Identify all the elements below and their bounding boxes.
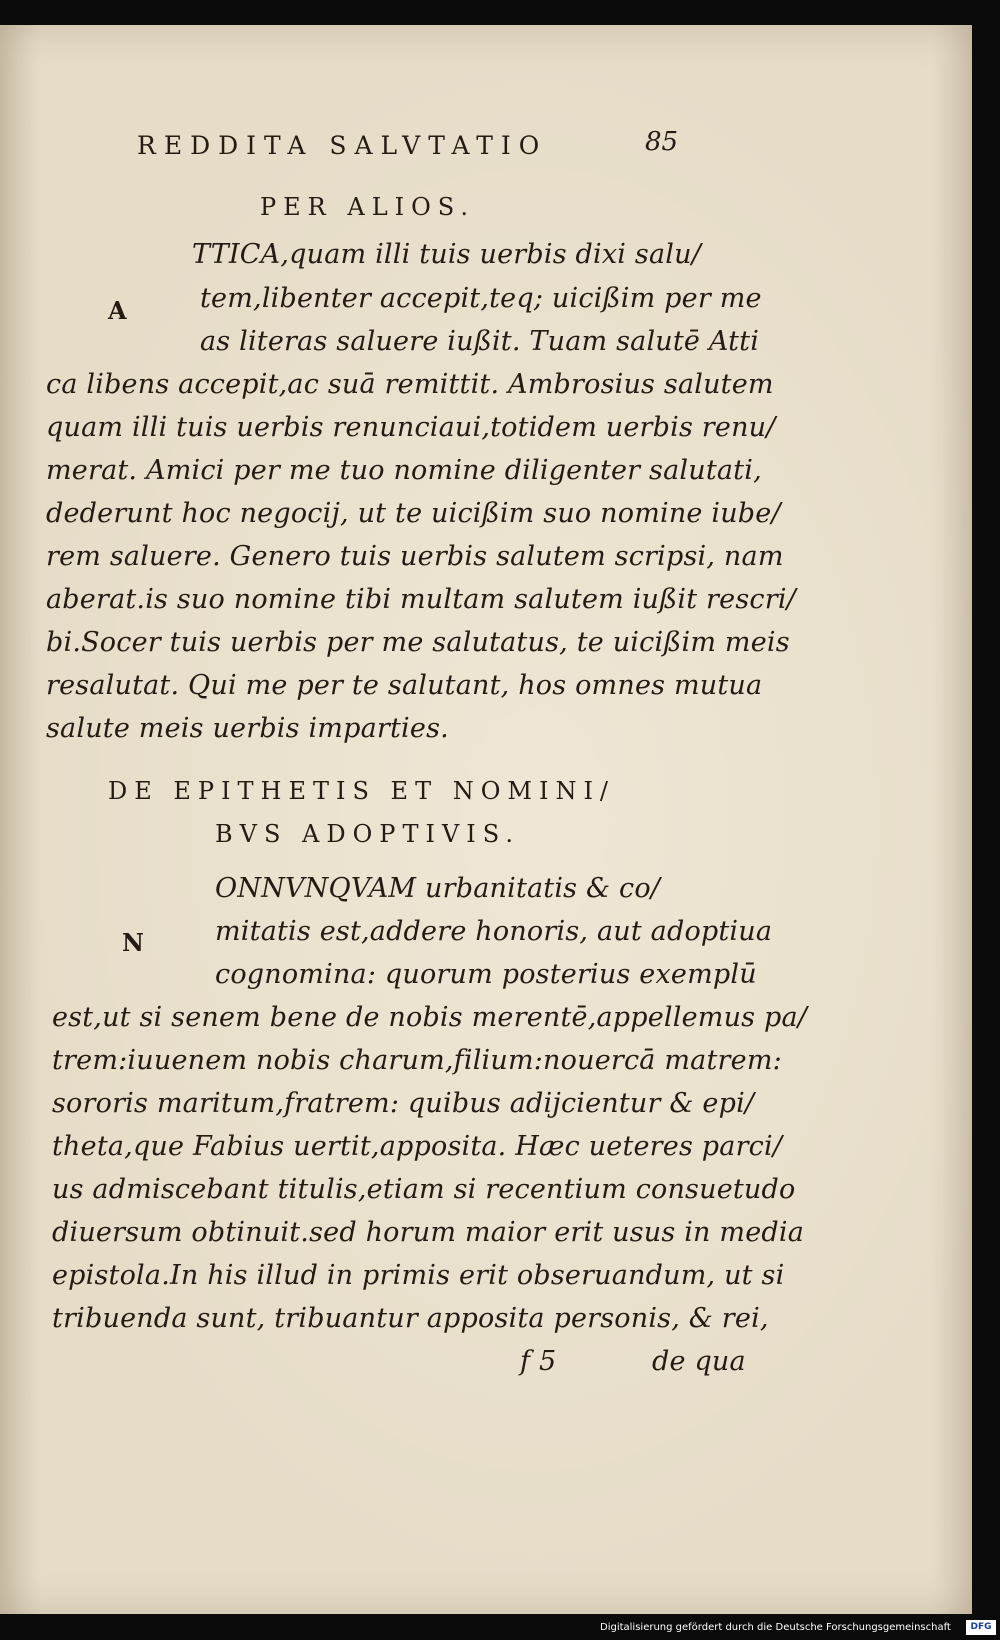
section1-line: merat. Amici per me tuo nomine diligenter salutati, bbox=[46, 455, 762, 486]
dfg-logo: DFG bbox=[966, 1620, 996, 1635]
section2-line: us admiscebant titulis,etiam si recentium consuetudo bbox=[52, 1174, 796, 1205]
section1-line: as literas saluere iußit. Tuam salutē Atti bbox=[200, 326, 760, 357]
section1-line: salute meis uerbis imparties. bbox=[46, 713, 449, 744]
section2-line: diuersum obtinuit.sed horum maior erit usus in media bbox=[52, 1217, 805, 1248]
section2-line: theta,que Fabius uertit,apposita. Hæc ueteres parci/ bbox=[52, 1131, 783, 1162]
section2-heading-cont: BVS ADOPTIVIS. bbox=[215, 820, 520, 848]
section1-line: TTICA,quam illi tuis uerbis dixi salu/ bbox=[192, 239, 701, 270]
section2-line: est,ut si senem bene de nobis merentē,appellemus pa/ bbox=[52, 1002, 808, 1033]
section2-line: trem:iuuenem nobis charum,filium:nouercā matrem: bbox=[52, 1045, 782, 1076]
section1-line: rem saluere. Genero tuis uerbis salutem scripsi, nam bbox=[46, 541, 784, 572]
signature-mark: f 5 bbox=[520, 1346, 557, 1377]
section2-line: mitatis est,addere honoris, aut adoptiua bbox=[215, 916, 773, 947]
section2-line: epistola.In his illud in primis erit obseruandum, ut si bbox=[52, 1260, 785, 1291]
section2-line: cognomina: quorum posterius exemplū bbox=[215, 959, 757, 990]
section1-line: tem,libenter accepit,teq; uicißim per me bbox=[200, 283, 762, 314]
section2-heading: DE EPITHETIS ET NOMINI/ bbox=[108, 777, 616, 805]
section2-drop-initial: N bbox=[122, 928, 144, 957]
section1-drop-initial: A bbox=[108, 296, 127, 325]
catchword: de qua bbox=[652, 1346, 746, 1377]
section1-line: bi.Socer tuis uerbis per me salutatus, te uicißim meis bbox=[46, 627, 790, 658]
section1-line: ca libens accepit,ac suā remittit. Ambrosius salutem bbox=[46, 369, 774, 400]
page-number: 85 bbox=[645, 127, 679, 157]
section2-line: sororis maritum,fratrem: quibus adijcientur & epi/ bbox=[52, 1088, 755, 1119]
funding-notice: Digitalisierung gefördert durch die Deutsche Forschungsgemeinschaft bbox=[600, 1622, 951, 1633]
section1-line: aberat.is suo nomine tibi multam salutem iußit rescri/ bbox=[46, 584, 796, 615]
section1-line: dederunt hoc negocij, ut te uicißim suo nomine iube/ bbox=[46, 498, 781, 529]
section1-heading: PER ALIOS. bbox=[260, 193, 476, 221]
section2-line: tribuenda sunt, tribuantur apposita personis, & rei, bbox=[52, 1303, 769, 1334]
section2-line: ONNVNQVAM urbanitatis & co/ bbox=[215, 873, 661, 904]
section1-line: quam illi tuis uerbis renunciaui,totidem uerbis renu/ bbox=[46, 412, 776, 443]
section1-line: resalutat. Qui me per te salutant, hos omnes mutua bbox=[46, 670, 763, 701]
running-title: REDDITA SALVTATIO bbox=[137, 131, 548, 160]
